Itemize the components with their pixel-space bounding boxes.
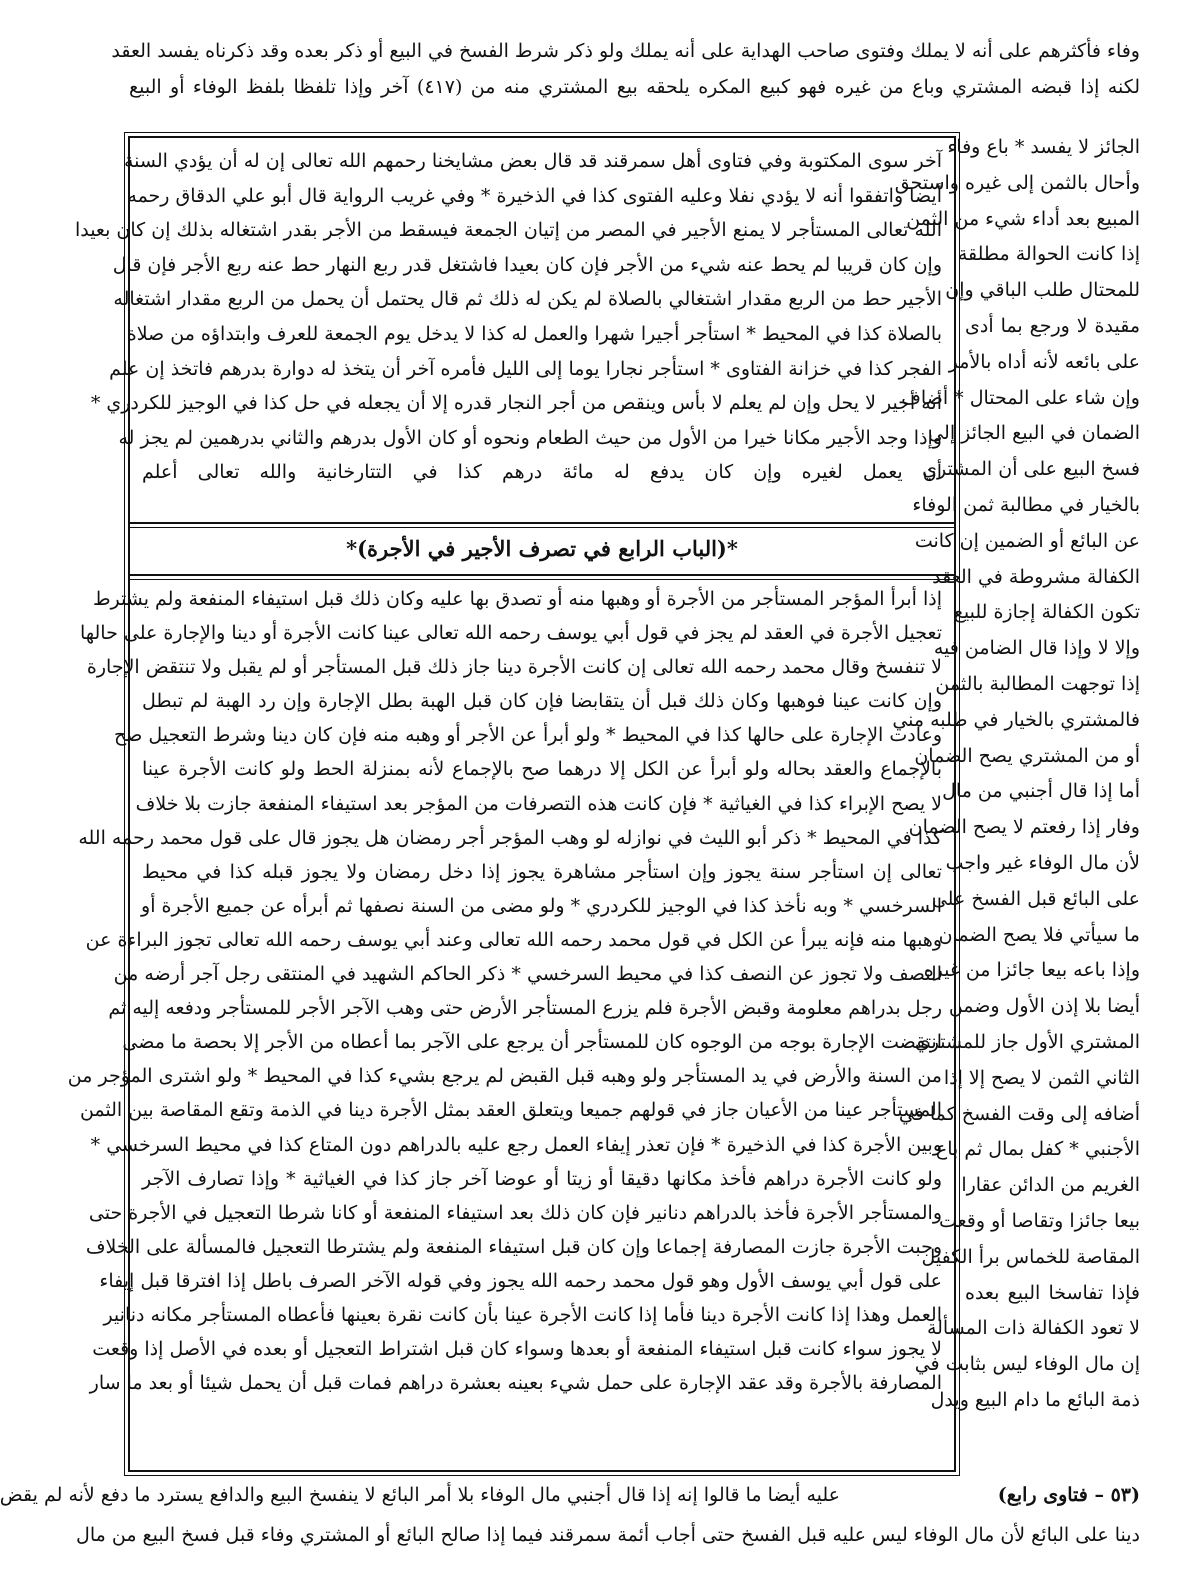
text-line: أنه أجير لا يحل وإن لم يعلم لا بأس وينقص من أجر النجار قدره إلا أن يجعله في حل كذا في الوجيز للكردري * bbox=[90, 392, 942, 415]
margin-line: فإذا تفاسخا البيع بعده bbox=[965, 1281, 1140, 1304]
text-line: انتقضت الإجارة بوجه من الوجوه كان للمستأجر أن يرجع على الآجر بما أعطاه من الأجر إلا بحصة ما مضى bbox=[122, 1031, 942, 1054]
margin-line: للمحتال طلب الباقي وإن bbox=[945, 279, 1140, 302]
text-line: وإن كانت عينا فوهبها وكان ذلك قبل أن يتقابضا فإن كان قبل الهبة بطل الإجارة وإن رد الهبة لم تبطل bbox=[142, 690, 942, 713]
margin-line: مقيدة لا ورجع بما أدى bbox=[965, 314, 1140, 337]
margin-line: على بائعه لأنه أداه بالأمر bbox=[948, 350, 1140, 373]
margin-commentary bbox=[892, 130, 1140, 1478]
text-line: تعالى إن استأجر سنة يجوز وإن استأجر مشاهرة يجوز إذا دخل رمضان ولا يجوز قبله كذا في محيط bbox=[142, 860, 942, 883]
divider-rule bbox=[130, 579, 954, 580]
footer-signature: (٥٣ – فتاوى رابع) bbox=[997, 1484, 1140, 1506]
text-line: إذا أبرأ المؤجر المستأجر من الأجرة أو وهبها منه أو تصدق بها عليه وكان ذلك قبل استيفاء المنفعة ولم يشترط bbox=[92, 588, 942, 610]
text-line: والمستأجر الأجرة فأخذ بالدراهم دنانير فإن كان ذلك بعد استيفاء المنفعة أو كانا شرطا التعجيل في الأجرة حتى bbox=[88, 1201, 942, 1224]
text-line: تعجيل الأجرة في العقد لم يجز في قول أبي يوسف رحمه الله تعالى عينا كانت الأجرة أو دينا والإجارة على حالها bbox=[79, 622, 942, 645]
footer-text: عليه أيضا ما قالوا إنه إذا قال أجنبي مال الوفاء بلا أمر البائع لا ينفسخ البيع والدافع يسترد ما دفع لأنه لم يقض bbox=[0, 1484, 840, 1506]
margin-line: أضافه إلى وقت الفسخ كما في bbox=[898, 1102, 1140, 1125]
margin-line: لأن مال الوفاء غير واجب bbox=[945, 851, 1140, 874]
text-line: الفجر كذا في خزانة الفتاوى * استأجر نجارا يوما إلى الليل فأمره آخر أن يتخذ له دوارة بدرهم فاتخذ إن علم bbox=[109, 357, 942, 380]
margin-line: ما سيأتي فلا يصح الضمان bbox=[938, 923, 1140, 946]
margin-line: الأجنبي * كفل بمال ثم باع bbox=[935, 1138, 1140, 1161]
text-line: أيضا واتفقوا أنه لا يؤدي نفلا وعليه الفتوى كذا في الذخيرة * وفي غريب الرواية قال أبو علي الدقاق رحمه bbox=[127, 184, 942, 207]
text-line: الله تعالى المستأجر لا يمنع الأجير في المصر من إتيان الجمعة فيسقط من الأجر بقدر اشتغاله بذلك إن كان بعيدا bbox=[74, 219, 942, 242]
margin-line: المشتري الأول جاز للمشتري bbox=[914, 1030, 1140, 1053]
main-text-frame bbox=[67, 136, 956, 1472]
text-line: النصف ولا تجوز عن النصف كذا في محيط السرخسي * ذكر الحاكم الشهيد في المنتقى رجل آجر أرضه من bbox=[113, 963, 942, 986]
text-line: على قول أبي يوسف الأول وهو قول محمد رحمه الله يجوز وفي قوله الآخر الصرف باطل إذا افترقا قبل إيفاء bbox=[99, 1269, 942, 1292]
margin-line: الضمان في البيع الجائز إلى bbox=[928, 422, 1140, 445]
text-line: لا يجوز سواء كانت قبل استيفاء المنفعة أو بعدها وسواء كان قبل اشتراط التعجيل أو بعده في الأصل إذا وقعت bbox=[92, 1338, 942, 1361]
margin-line: الثاني الثمن لا يصح إلا إذا bbox=[943, 1066, 1140, 1089]
text-line: ولو كانت الأجرة دراهم فأخذ مكانها دقيقا أو زيتا أو عوضا آخر جاز كذا في الغياثية * وإذا تصارف الآجر bbox=[142, 1167, 942, 1190]
margin-line: عن البائع أو الضمين إن كانت bbox=[914, 529, 1140, 552]
margin-line: أو من المشتري يصح الضمان bbox=[914, 744, 1140, 767]
header-line-2: لكنه إذا قبضه المشتري وباع من غيره فهو كبيع المكره يلحقه بيع المشتري منه من (٤١٧) آخر وإذا تلفظا بلفظ الوفاء أو البيع bbox=[129, 76, 1140, 98]
margin-line: لا تعود الكفالة ذات المسألة bbox=[926, 1317, 1140, 1340]
text-line: وإذا وجد الأجير مكانا خيرا من الأول من حيث الطعام ونحوه أو كان الأول بدرهم والثاني بدرهمين لم يجز له bbox=[118, 426, 942, 449]
text-line: بالإجماع والعقد بحاله ولو أبرأ عن الكل إلا درهما صح بالإجماع لأنه بمنزلة الحط ولو كانت الأجرة عينا bbox=[142, 758, 942, 781]
margin-line: فالمشتري بالخيار في طلبه مني bbox=[892, 708, 1140, 731]
text-line: بالصلاة كذا في المحيط * استأجر أجيرا شهرا والعمل له كذا لا يدخل يوم الجمعة للعرف وابتداؤه من صلاة bbox=[126, 322, 942, 345]
footer-line-2: دينا على البائع لأن مال الوفاء ليس عليه قبل الفسخ حتى أجاب أئمة سمرقند فيما إذا صالح البائع أو المشتري وفاء قبل فسخ البيع من مال bbox=[76, 1524, 1140, 1546]
text-line: رجل بدراهم معلومة وقبض الأجرة فلم يزرع المستأجر الأرض حتى وهب الآجر الأجر للمستأجر ودفعه إليه ثم bbox=[108, 997, 942, 1020]
margin-line: وإن شاء على المحتال * أضاف bbox=[901, 386, 1140, 409]
margin-line: على البائع قبل الفسخ على bbox=[931, 887, 1140, 910]
margin-line: ذمة البائع ما دام البيع ويدل bbox=[930, 1388, 1140, 1411]
divider-rule bbox=[130, 522, 954, 524]
text-line bbox=[142, 1400, 942, 1434]
margin-line: وأحال بالثمن إلى غيره واستحق bbox=[894, 171, 1140, 194]
margin-line: وإذا باعه بيعا جائزا من غيره bbox=[923, 959, 1140, 982]
margin-line: المقاصة للخماس برأ الكفيل bbox=[921, 1245, 1140, 1268]
footer-line-1 bbox=[0, 1484, 1140, 1514]
text-line: الأجير حط من الربع مقدار اشتغالي بالصلاة لم يكن له ذلك ثم قال يحتمل أن يحمل من الربع مقدار اشتغاله bbox=[113, 288, 942, 311]
margin-line: الكفالة مشروطة في العقد bbox=[932, 565, 1140, 588]
margin-line: فسخ البيع على أن المشتري bbox=[922, 458, 1140, 481]
text-line: المصارفة بالأجرة وقد عقد الإجارة على حمل شيء بعينه بعشرة دراهم فمات قبل أن يحمل شيئا أو بعد ما سار bbox=[89, 1372, 942, 1395]
margin-line: أما إذا قال أجنبي من مال bbox=[942, 780, 1140, 803]
divider-rule bbox=[130, 574, 954, 576]
text-line: أن يعمل لغيره وإن كان يدفع له مائة درهم كذا في التتارخانية والله تعالى أعلم bbox=[142, 461, 942, 484]
text-line: المستأجر عينا من الأعيان جاز في قولهم جميعا ويتعلق العقد بمثل الأجرة دينا في الذمة وتقع المقاصة بين الثمن bbox=[79, 1099, 942, 1122]
text-line: السرخسي * وبه نأخذ كذا في الوجيز للكردري * ولو مضى من السنة نصفها ثم أبرأه عن جميع الأجرة أو bbox=[141, 894, 942, 917]
margin-line: المبيع بعد أداء شيء من الثمن bbox=[906, 207, 1140, 230]
margin-line: تكون الكفالة إجازة للبيع bbox=[953, 601, 1140, 624]
text-line: وجبت الأجرة جازت المصارفة إجماعا وإن كان قبل استيفاء المنفعة ولم يشترطا التعجيل فالمسألة على الخلاف bbox=[85, 1235, 942, 1258]
chapter-title: *(الباب الرابع في تصرف الأجير في الأجرة)* bbox=[346, 536, 738, 561]
margin-line: بيعا جائزا وتقاصا أو وقعت bbox=[938, 1209, 1140, 1232]
margin-line: بالخيار في مطالبة ثمن الوفاء bbox=[912, 493, 1140, 516]
margin-line: وفار إذا رفعتم لا يصح الضمان bbox=[908, 816, 1140, 839]
section-chapter-four bbox=[67, 582, 942, 1468]
text-line: وإن كان قريبا لم يحط عنه شيء من الأجر فإن كان بعيدا فاشتغل قدر ربع النهار حط عنه ربع الأجر فإن قال bbox=[112, 253, 942, 276]
margin-line: أيضا بلا إذن الأول وضمن bbox=[948, 995, 1140, 1018]
divider-rule bbox=[130, 527, 954, 528]
text-line: كذا في المحيط * ذكر أبو الليث في نوازله لو وهب المؤجر أجر رمضان هل يجوز قال على قول محمد رحمه الله bbox=[78, 826, 942, 849]
margin-line: الغريم من الدائن عقارا bbox=[961, 1174, 1140, 1197]
text-line: وبين الأجرة كذا في الذخيرة * فإن تعذر إيفاء العمل رجع عليه بالدراهم دون المتاع كذا في محيط السرخسي * bbox=[90, 1133, 942, 1156]
text-line: لا يصح الإبراء كذا في الغياثية * فإن كانت هذه التصرفات من المؤجر بعد استيفاء المنفعة جازت بلا خلاف bbox=[135, 792, 942, 815]
margin-line: إن مال الوفاء ليس بثابت في bbox=[914, 1353, 1140, 1376]
margin-line: وإلا لا وإذا قال الضامن فيه bbox=[933, 637, 1140, 660]
text-line: لا تنفسخ وقال محمد رحمه الله تعالى إن كانت الأجرة دينا جاز ذلك قبل المستأجر أو لم يقبل ولا تنتقض الإجارة bbox=[86, 656, 942, 679]
text-line: وهبها منه فإنه يبرأ عن الكل في قول محمد رحمه الله تعالى وعند أبي يوسف رحمه الله تعالى تجوز البراءة عن bbox=[85, 928, 942, 951]
text-line: من السنة والأرض في يد المستأجر ولو وهبه قبل القبض لم يرجع بشيء كذا في المحيط * ولو اشترى المؤجر من bbox=[67, 1065, 942, 1088]
section-previous-chapter bbox=[74, 144, 942, 490]
text-line: آخر سوى المكتوبة وفي فتاوى أهل سمرقند قد قال بعض مشايخنا رحمهم الله تعالى إن له أن يؤدي السنة bbox=[124, 150, 942, 172]
text-line: وعادت الإجارة على حالها كذا في المحيط * ولو أبرأ عن الأجر أو وهبه منه فإن كان دينا وشرط التعجيل صح bbox=[113, 724, 942, 747]
margin-line: الجائز لا يفسد * باع وفاء bbox=[947, 136, 1140, 158]
text-line: العمل وهذا إذا كانت الأجرة دينا فأما إذا كانت الأجرة عينا بأن كانت نقرة بعينها فأعطاه المستأجر مكانه دنانير bbox=[103, 1303, 942, 1326]
margin-line: إذا توجهت المطالبة بالثمن bbox=[935, 672, 1140, 695]
header-line-1: وفاء فأكثرهم على أنه لا يملك وفتوى صاحب الهداية على أنه يملك ولو ذكر شرط الفسخ في البيع أو ذكر بعده وقد ذكرناه يفسد العقد bbox=[111, 40, 1140, 62]
margin-line: إذا كانت الحوالة مطلقة bbox=[957, 243, 1140, 266]
